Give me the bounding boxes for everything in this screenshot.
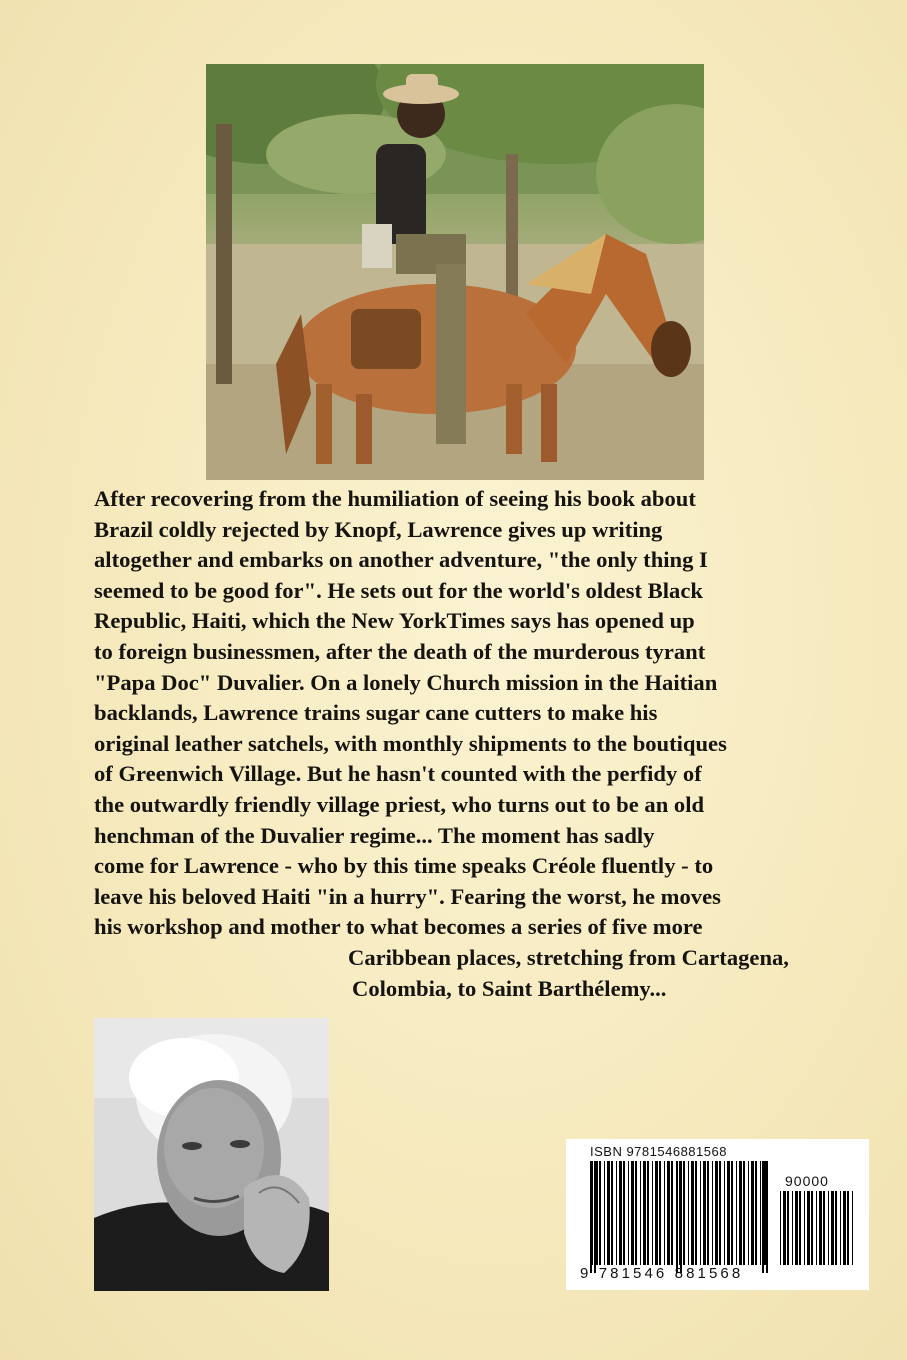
barcode-bar: [795, 1191, 798, 1265]
barcode-bar: [667, 1161, 670, 1265]
price-code: 90000: [785, 1173, 829, 1189]
barcode-bar: [640, 1161, 641, 1265]
barcode-human-readable: 9 781546 881568: [580, 1265, 744, 1282]
barcode-bar: [843, 1191, 846, 1265]
man-on-horse-photo: [206, 64, 704, 480]
isbn-label: ISBN 9781546881568: [590, 1144, 727, 1159]
barcode-guard-bar: [766, 1161, 768, 1273]
barcode-bar: [647, 1161, 649, 1265]
barcode-bar: [811, 1191, 813, 1265]
barcode-guard-bar: [594, 1161, 596, 1273]
barcode-bar: [703, 1161, 706, 1265]
barcode-bar: [635, 1161, 637, 1265]
barcode-bar: [727, 1161, 730, 1265]
blurb-line: to foreign businessmen, after the death of the murderous tyrant: [94, 638, 706, 664]
blurb-line: Caribbean places, stretching from Cartagena,: [348, 944, 789, 970]
barcode-bar: [787, 1191, 789, 1265]
barcode-bar: [751, 1161, 754, 1265]
barcode-bar: [712, 1161, 713, 1265]
barcode-bar: [715, 1161, 718, 1265]
barcode-guard-bar: [762, 1161, 764, 1273]
isbn-barcode: [566, 1139, 869, 1290]
barcode-bar: [683, 1161, 685, 1265]
barcode-bar: [652, 1161, 653, 1265]
blurb-line: altogether and embarks on another adventure, "the only thing I: [94, 547, 708, 573]
barcode-bar: [804, 1191, 805, 1265]
barcode-bar: [760, 1161, 761, 1265]
barcode-bar: [664, 1161, 665, 1265]
barcode-bar: [607, 1161, 610, 1265]
barcode-bar: [743, 1161, 745, 1265]
author-portrait-photo: [94, 1018, 329, 1291]
blurb-line: henchman of the Duvalier regime... The moment has sadly: [94, 822, 655, 848]
blurb-line: After recovering from the humiliation of seeing his book about: [94, 486, 696, 511]
barcode-bar: [599, 1161, 601, 1265]
barcode-bar: [719, 1161, 721, 1265]
blurb-line: backlands, Lawrence trains sugar cane cutters to make his: [94, 700, 658, 726]
barcode-bar: [659, 1161, 661, 1265]
blurb-line: leave his beloved Haiti "in a hurry". Fearing the worst, he moves: [94, 883, 721, 909]
barcode-guard-bar: [676, 1161, 678, 1273]
barcode-bar: [780, 1191, 781, 1265]
barcode-bar: [847, 1191, 849, 1265]
author-portrait-illustration: [94, 1018, 329, 1291]
barcode-guard-bar: [680, 1161, 682, 1273]
barcode-bar: [736, 1161, 737, 1265]
blurb-line: Republic, Haiti, which the New YorkTimes says has opened up: [94, 608, 695, 634]
barcode-bar: [816, 1191, 817, 1265]
barcode-bar: [695, 1161, 697, 1265]
barcode-bar: [835, 1191, 837, 1265]
blurb-line: seemed to be good for". He sets out for the world's oldest Black: [94, 577, 703, 603]
barcode-bar: [807, 1191, 810, 1265]
barcode-bar: [840, 1191, 841, 1265]
barcode-bar: [604, 1161, 605, 1265]
barcode-bar: [631, 1161, 634, 1265]
barcode-bar: [707, 1161, 709, 1265]
barcode-bar: [828, 1191, 829, 1265]
blurb-line: original leather satchels, with monthly shipments to the boutiques: [94, 730, 727, 756]
barcode-bar: [655, 1161, 658, 1265]
barcode-bar: [748, 1161, 749, 1265]
barcode-bar: [691, 1161, 694, 1265]
barcode-bar: [671, 1161, 673, 1265]
barcode-bar: [724, 1161, 725, 1265]
blurb-line: "Papa Doc" Duvalier. On a lonely Church mission in the Haitian: [94, 669, 718, 695]
barcode-bar: [792, 1191, 793, 1265]
blurb-line: come for Lawrence - who by this time speaks Créole fluently - to: [94, 853, 714, 879]
barcode-bar: [739, 1161, 742, 1265]
barcode-bar: [611, 1161, 613, 1265]
barcode-bar: [783, 1191, 786, 1265]
barcode-bar: [852, 1191, 853, 1265]
blurb-line: the outwardly friendly village priest, who turns out to be an old: [94, 791, 705, 817]
barcode-guard-bar: [590, 1161, 592, 1273]
blurb-line: Colombia, to Saint Barthélemy...: [352, 975, 667, 1001]
barcode-bar: [619, 1161, 622, 1265]
barcode-bar: [616, 1161, 617, 1265]
barcode-bar: [688, 1161, 689, 1265]
barcode-bar: [823, 1191, 825, 1265]
barcode-bar: [592, 1161, 593, 1265]
barcode-bar: [831, 1191, 834, 1265]
barcode-bar: [628, 1161, 629, 1265]
barcode-bar: [643, 1161, 646, 1265]
barcode-bar: [700, 1161, 701, 1265]
barcode-bar: [799, 1191, 801, 1265]
book-blurb: [94, 484, 874, 1004]
barcode-bar: [755, 1161, 757, 1265]
blurb-line: Brazil coldly rejected by Knopf, Lawrence gives up writing: [94, 516, 663, 542]
barcode-bar: [623, 1161, 625, 1265]
man-on-horse-illustration: [206, 64, 704, 480]
blurb-line: of Greenwich Village. But he hasn't counted with the perfidy of: [94, 761, 702, 787]
barcode-bar: [819, 1191, 822, 1265]
barcode-bar: [731, 1161, 733, 1265]
blurb-line: his workshop and mother to what becomes a series of five more: [94, 914, 703, 940]
